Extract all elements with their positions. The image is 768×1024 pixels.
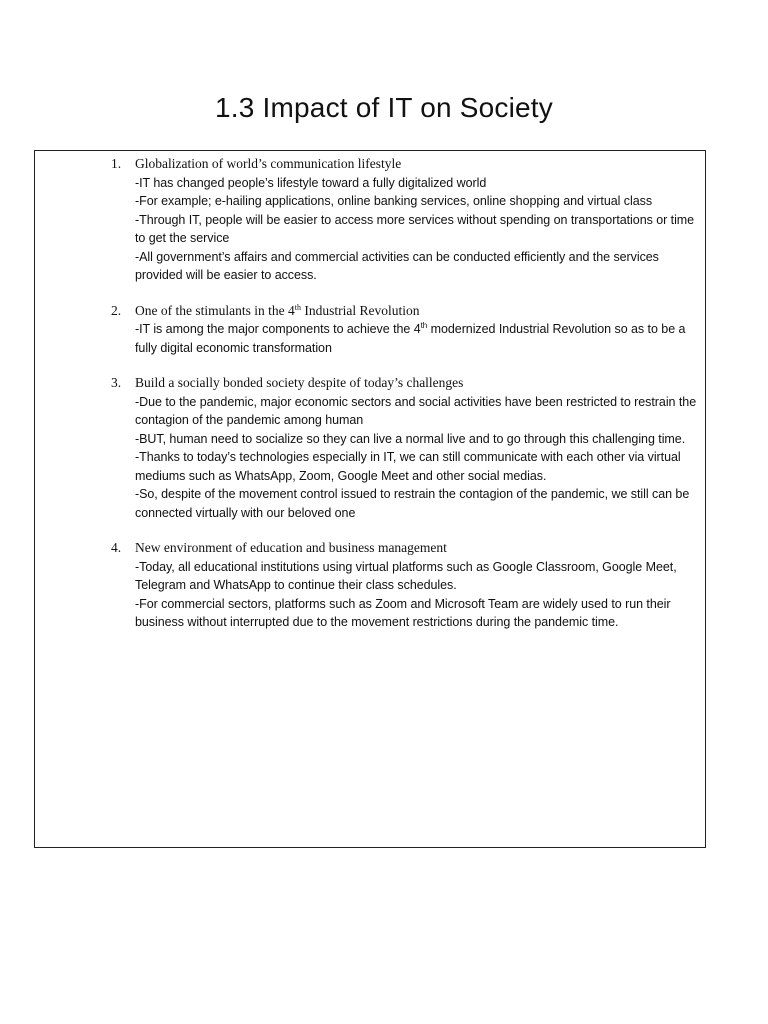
heading-text: Industrial Revolution xyxy=(300,302,420,318)
section-globalization xyxy=(35,155,705,285)
section-number: 4. xyxy=(111,540,122,555)
section-line: -Due to the pandemic, major economic sectors and social activities have been restricted to restrain the contagion of the pandemic among human xyxy=(135,394,697,427)
heading-text: One of the stimulants in the 4 xyxy=(135,302,295,318)
section-line: -IT has changed people’s lifestyle toward a fully digitalized world xyxy=(135,175,487,190)
line-text: modernized Industrial Revolution so as to be a fully digital economic transformation xyxy=(135,322,686,355)
section-number: 2. xyxy=(111,302,122,318)
section-number: 1. xyxy=(111,156,122,171)
section-education-business xyxy=(35,539,705,632)
section-line: -For example; e-hailing applications, online banking services, online shopping and virtual class xyxy=(135,194,653,208)
section-industrial-revolution xyxy=(35,302,705,358)
section-line: -Through IT, people will be easier to access more services without spending on transportations or time to get the service xyxy=(135,212,695,245)
section-line: -Today, all educational institutions using virtual platforms such as Google Classroom, Google Meet, Telegram and WhatsApp to continue their class schedules. xyxy=(135,559,677,592)
page-title: 1.3 Impact of IT on Society xyxy=(215,92,553,123)
section-line xyxy=(135,320,703,357)
section-line: -Thanks to today’s technologies especially in IT, we can still communicate with each other via virtual mediums such as WhatsApp, Zoom, Google Meet and other social medias. xyxy=(135,450,681,483)
section-socially-bonded-society xyxy=(35,374,705,522)
section-line: -BUT, human need to socialize so they can live a normal live and to go through this challenging time. xyxy=(135,431,686,446)
section-heading: Build a socially bonded society despite of today’s challenges xyxy=(135,375,464,390)
section-number: 3. xyxy=(111,375,122,390)
section-line: -For commercial sectors, platforms such as Zoom and Microsoft Team are widely used to run their business without interrupted due to the movement restrictions during the pandemic time. xyxy=(135,596,671,629)
heading-superscript: th xyxy=(294,302,301,312)
section-line: -So, despite of the movement control issued to restrain the contagion of the pandemic, we still can be connected virtually with our beloved one xyxy=(135,487,690,520)
line-text: -IT is among the major components to achieve the 4 xyxy=(135,322,421,336)
content-box xyxy=(34,150,706,848)
line-superscript: th xyxy=(420,321,428,330)
section-list xyxy=(35,155,705,649)
section-heading xyxy=(135,302,705,321)
section-heading: Globalization of world’s communication lifestyle xyxy=(135,156,402,171)
section-heading: New environment of education and business management xyxy=(135,540,447,555)
section-line: -All government’s affairs and commercial activities can be conducted efficiently and the services provided will be easier to access. xyxy=(135,249,659,282)
